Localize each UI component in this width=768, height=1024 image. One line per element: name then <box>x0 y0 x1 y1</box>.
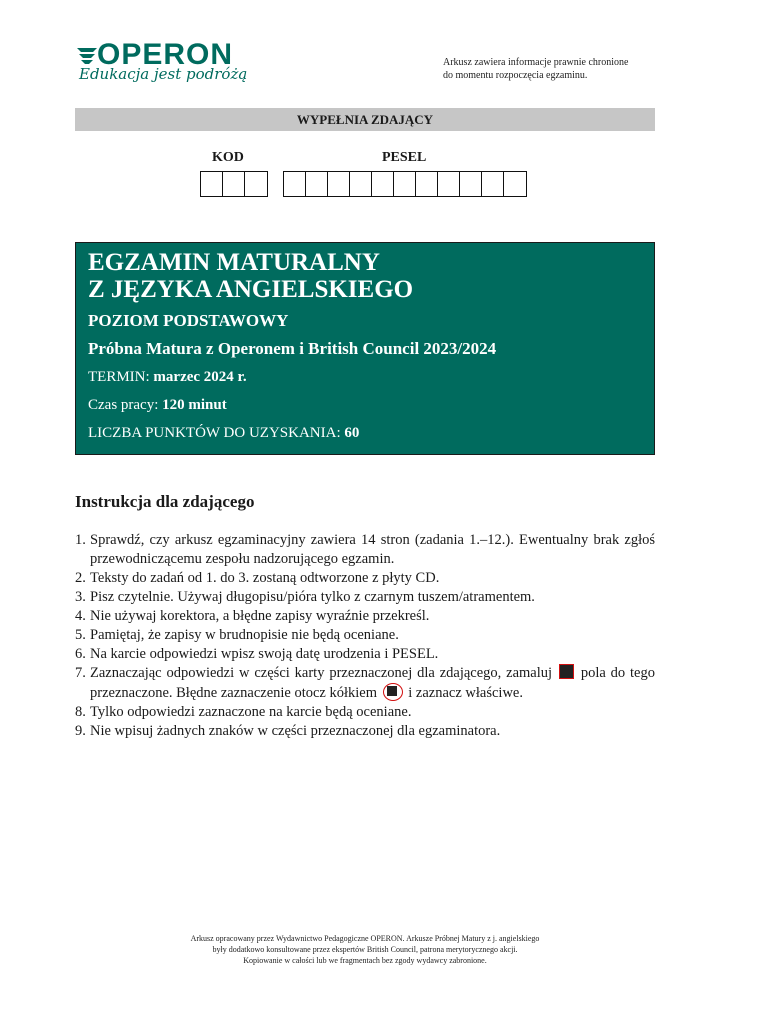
kod-digit-box[interactable] <box>223 172 245 196</box>
instructions-list <box>75 531 655 741</box>
kod-digit-box[interactable] <box>201 172 223 196</box>
punkty-value: 60 <box>344 425 360 441</box>
item-number: 4. <box>75 608 86 624</box>
czas-value: 120 minut <box>162 397 227 413</box>
operon-logo <box>75 40 255 90</box>
list-item <box>75 626 655 645</box>
logo-name: OPERON <box>97 38 234 71</box>
item-text: Pamiętaj, że zapisy w brudnopisie nie będą oceniane. <box>90 627 399 643</box>
exam-level: POZIOM PODSTAWOWY <box>88 311 289 330</box>
pesel-digit-box[interactable] <box>438 172 460 196</box>
instructions-title: Instrukcja dla zdającego <box>75 492 255 511</box>
pesel-digit-box[interactable] <box>328 172 350 196</box>
exam-title <box>88 249 413 303</box>
notice-line: Arkusz zawiera informacje prawnie chronione <box>443 57 629 68</box>
pesel-digit-box[interactable] <box>416 172 438 196</box>
list-item <box>75 588 655 607</box>
exam-points <box>88 425 359 442</box>
pesel-digit-box[interactable] <box>394 172 416 196</box>
notice-line: do momentu rozpoczęcia egzaminu. <box>443 70 588 81</box>
footer-line: były dodatkowo konsultowane przez ekspertów British Council, patrona merytorycznego akcji. <box>212 945 518 954</box>
item-text: Sprawdź, czy arkusz egzaminacyjny zawiera 14 stron (zadania 1.–12.). Ewentualny brak zgłoś przewodniczącemu zespołu nadzorującego egzamin. <box>90 532 655 567</box>
legal-notice <box>443 56 628 82</box>
item-number: 3. <box>75 589 86 605</box>
pesel-digit-box[interactable] <box>482 172 504 196</box>
kod-label: KOD <box>212 150 244 165</box>
item-number: 8. <box>75 704 86 720</box>
pesel-digit-box[interactable] <box>306 172 328 196</box>
pesel-input-boxes[interactable] <box>283 171 527 197</box>
termin-label: TERMIN: <box>88 369 154 385</box>
footer-line: Arkusz opracowany przez Wydawnictwo Pedagogiczne OPERON. Arkusze Próbnej Matury z j. angielskiego <box>190 934 540 943</box>
exam-title-line2: Z JĘZYKA ANGIELSKIEGO <box>88 276 414 303</box>
item-text: Pisz czytelnie. Używaj długopisu/pióra tylko z czarnym tuszem/atramentem. <box>90 589 535 605</box>
pesel-label: PESEL <box>382 150 427 165</box>
footer-note <box>0 933 730 966</box>
exam-subtitle: Próbna Matura z Operonem i British Council 2023/2024 <box>88 339 497 358</box>
pesel-digit-box[interactable] <box>350 172 372 196</box>
item-number: 7. <box>75 665 86 681</box>
list-item <box>75 703 655 722</box>
item7-part2: pola do tego przeznaczone. Błędne zaznaczenie otocz kółkiem <box>90 665 655 701</box>
item-text: Nie wpisuj żadnych znaków w części przeznaczonej dla egzaminatora. <box>90 723 501 739</box>
list-item <box>75 607 655 626</box>
fill-section-header: WYPEŁNIA ZDAJĄCY <box>75 108 655 131</box>
czas-label: Czas pracy: <box>88 397 163 413</box>
item-number: 9. <box>75 723 86 739</box>
item-text: Nie używaj korektora, a błędne zapisy wyraźnie przekreśl. <box>90 608 430 624</box>
list-item <box>75 664 655 703</box>
logo-tagline: Edukacja jest podróżą <box>79 65 248 83</box>
exam-title-box <box>75 242 655 455</box>
list-item <box>75 531 655 569</box>
kod-digit-box[interactable] <box>245 172 267 196</box>
item-text: Tylko odpowiedzi zaznaczone na karcie będą oceniane. <box>90 704 412 720</box>
circled-answer-mark-icon <box>383 683 403 701</box>
item-number: 5. <box>75 627 86 643</box>
pesel-digit-box[interactable] <box>284 172 306 196</box>
item-text: Teksty do zadań od 1. do 3. zostaną odtworzone z płyty CD. <box>90 570 440 586</box>
item7-part1: Zaznaczając odpowiedzi w części karty przeznaczonej dla zdającego, zamaluj <box>90 665 553 681</box>
punkty-label: LICZBA PUNKTÓW DO UZYSKANIA: <box>88 425 345 441</box>
pesel-digit-box[interactable] <box>372 172 394 196</box>
termin-value: marzec 2024 r. <box>153 369 247 385</box>
list-item <box>75 569 655 588</box>
exam-duration <box>88 397 227 414</box>
pesel-digit-box[interactable] <box>460 172 482 196</box>
pesel-digit-box[interactable] <box>504 172 526 196</box>
item-number: 2. <box>75 570 86 586</box>
item-number: 1. <box>75 532 86 548</box>
item-number: 6. <box>75 646 86 662</box>
item-text: Na karcie odpowiedzi wpisz swoją datę urodzenia i PESEL. <box>90 646 439 662</box>
list-item <box>75 645 655 664</box>
filled-answer-mark-icon <box>559 664 574 679</box>
exam-title-line1: EGZAMIN MATURALNY <box>88 249 380 276</box>
footer-line: Kopiowanie w całości lub we fragmentach bez zgody wydawcy zabronione. <box>243 956 487 965</box>
exam-termin <box>88 369 247 386</box>
item-text <box>90 664 655 703</box>
item7-part3: i zaznacz właściwe. <box>408 685 523 701</box>
kod-input-boxes[interactable] <box>200 171 268 197</box>
list-item <box>75 722 655 741</box>
